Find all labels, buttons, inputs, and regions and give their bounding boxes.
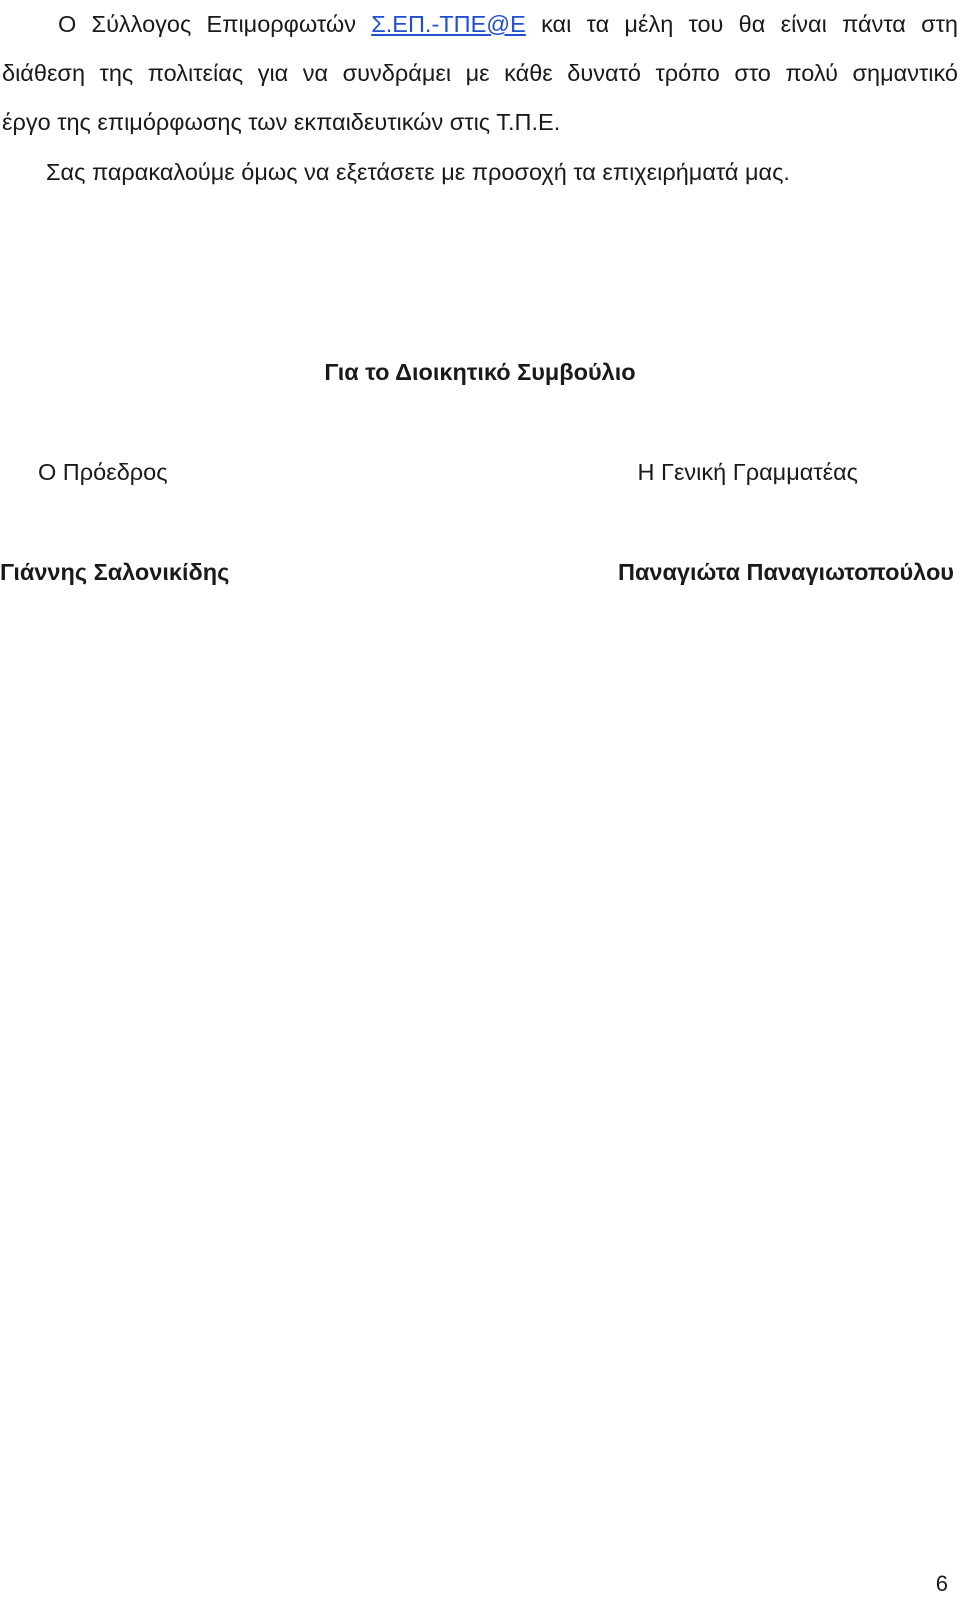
text-segment: και τα μέλη του θα είναι πάντα στη: [525, 11, 958, 37]
page-number: 6: [935, 1571, 948, 1596]
paragraph-request: Σας παρακαλούμε όμως να εξετάσετε με προσοχή τα επιχειρήματά μας.: [46, 159, 790, 185]
text-segment: Ο Σύλλογος Επιμορφωτών: [58, 11, 372, 37]
president-role: Ο Πρόεδρος: [38, 459, 168, 485]
president-name: Γιάννης Σαλονικίδης: [0, 559, 230, 585]
secretary-role: Η Γενική Γραμματέας: [637, 459, 858, 485]
paragraph-line-1: [2, 0, 958, 49]
board-heading: Για το Διοικητικό Συμβούλιο: [324, 359, 636, 385]
secretary-name: Παναγιώτα Παναγιωτοπούλου: [618, 559, 954, 585]
paragraph-line-2: διάθεση της πολιτείας για να συνδράμει με κάθε δυνατό τρόπο στο πολύ σημαντικό: [2, 60, 958, 86]
paragraph-line-3: έργο της επιμόρφωσης των εκπαιδευτικών στις Τ.Π.Ε.: [2, 109, 561, 135]
paragraph-availability: [2, 0, 958, 147]
association-link[interactable]: Σ.ΕΠ.-ΤΠΕ@Ε: [371, 11, 526, 37]
